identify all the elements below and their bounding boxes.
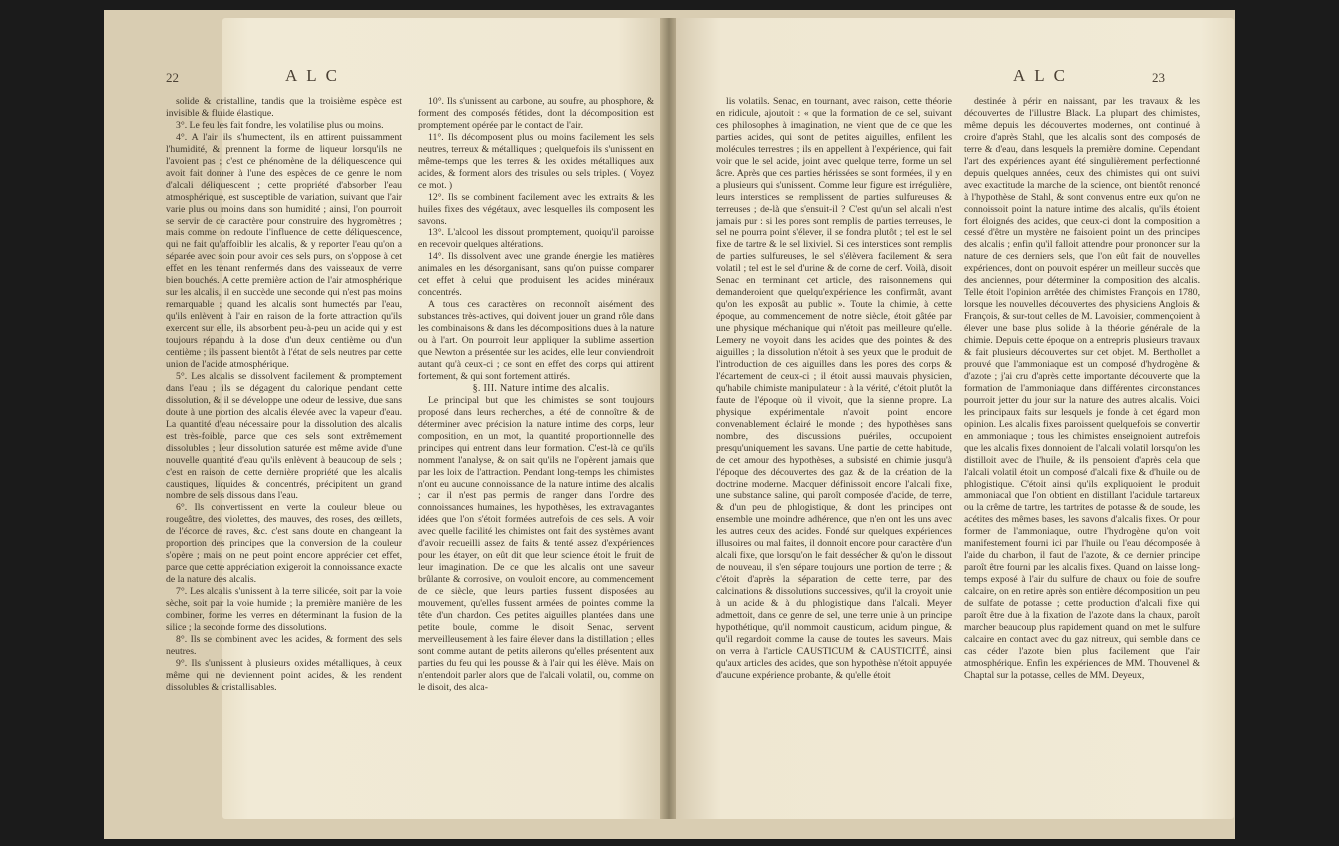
right-page-column-2: [964, 96, 1200, 832]
paragraph: 6°. Ils convertissent en verte la couleur bleue ou rougeâtre, des violettes, des mauves, des roses, des œillets, de l'écorce de raves, &c. c'est sans doute en changeant la proportion des principes que la conversion de la couleur s'opère ; mais on ne peut point encore apprécier cet effet, parce que cette appréciation exigeroit la connoissance exacte de la nature des alcalis.: [166, 502, 402, 586]
paragraph: 14°. Ils dissolvent avec une grande énergie les matières animales en les désorganisant, sans qu'on puisse comparer cet effet à celui que produisent les acides minéraux concentrés.: [418, 251, 654, 299]
paragraph: lis volatils. Senac, en tournant, avec raison, cette théorie en ridicule, ajoutoit : « que la formation de ce sel, suivant ces philosophes à imagination, ne vient que de ce que les parties acides, qui sont de petites aiguilles, enfilent les molécules terrestres ; ils en appellent à l'expérience, qui fait voir que le sel acide, joint avec quelque terre, forme un sel âcre. Après que ces parties hérissées se sont formées, il y en a plusieurs qui s'unissent. Comme leur figure est irrégulière, leurs interstices se remplissent de parties sulfureuses & terreuses ; de-là que s'ensuit-il ? C'est qu'un sel alcali n'est jamais pur : si les pores sont remplis de parties terreuses, le sel ne pourra point s'élever, il se fondra plutôt ; tel est le sel fixe de tartre & le sel lixiviel. Si ces interstices sont remplis de parties sulfureuses, le sel s'élèvera facilement & sera volatil ; tel est le sel d'urine & de corne de cerf. Voilà, disoit Senac en terminant cet article, des raisonnemens qui demanderoient que quelqu'expérience les confirmât, avant qu'on les exposât au public ». Toute la chimie, à cette époque, au commencement de notre siècle, étoit gâtée par une physique méchanique qui n'étoit pas meilleure qu'elle. Lemery ne voyoit dans les acides que des pointes & des aiguilles ; la dissolution n'étoit à ses yeux que le produit de l'introduction de ces aiguilles dans les pores des corps & l'écartement de ceux-ci ; il étoit aussi mauvais physicien, qu'habile chimiste manipulateur : à la vérité, c'étoit plutôt la faute de l'époque où il vivoit, que la sienne propre. La physique expérimentale n'avoit point encore convenablement éclairé le monde ; des hypothèses sans nombre, des discussions puériles, occupoient presqu'uniquement les savans. Une partie de cette habitude, de cet amour des hypothèses, a subsisté en chimie jusqu'à l'époque des découvertes des gaz & de la création de la doctrine moderne. Macquer définissoit encore l'alcali fixe, une substance saline, qui paroît composée d'acide, de terre, & d'un peu de phlogistique, & dont les principes ont ensemble une moindre adhérence, que n'en ont les uns avec les autres ceux des acides. Fondé sur quelques expériences illusoires ou mal faites, il donnoit encore pour caractère d'un alcali fixe, que lorsqu'on le fait dessécher & qu'on le dissout de nouveau, il s'en sépare toujours une portion de terre ; & c'étoit d'après la séparation de cette terre, par des calcinations & dissolutions successives, qu'il la croyoit unie à un acide & à du phlogistique dans l'alcali. Meyer admettoit, dans ce genre de sel, une terre unie à un principe hypothétique, qu'il nommoit causticum, acidum pingue, & qu'il regardoit comme la cause de toutes les saveurs. Mais on verra à l'article CAUSTICUM & CAUSTICITÉ, ainsi qu'aux articles des acides, que son hypothèse n'étoit appuyée d'aucune expérience probante, & qu'elle étoit: [716, 96, 952, 681]
paragraph: 13°. L'alcool les dissout promptement, quoiqu'il paroisse en recevoir quelques altérations.: [418, 227, 654, 251]
paragraph: 8°. Ils se combinent avec les acides, & forment des sels neutres.: [166, 633, 402, 657]
paragraph: 11°. Ils décomposent plus ou moins facilement les sels neutres, terreux & métalliques ; quelquefois ils s'unissent en même-temps que les terres & les oxides métalliques aux acides, & forment alors des trisules ou sels triples. ( Voyez ce mot. ): [418, 131, 654, 191]
right-page-column-1: [716, 96, 952, 832]
left-page-number: 22: [166, 70, 179, 85]
right-running-head: ALC: [1013, 66, 1074, 85]
paragraph: solide & cristalline, tandis que la troisième espèce est invisible & fluide élastique.: [166, 96, 402, 119]
paragraph: 5°. Les alcalis se dissolvent facilement & promptement dans l'eau ; ils se dégagent du calorique pendant cette dissolution, & il se développe une odeur de lessive, due sans doute à une portion des alcalis élevée avec la vapeur d'eau. La quantité d'eau nécessaire pour la dissolution des alcalis est très-foible, parce que ces sels sont extrêmement dissolubles ; leur dissolution saturée est même avide d'une nouvelle quantité d'eau qu'ils enlèvent à beaucoup de sels ; c'est en raison de cette dernière propriété que les alcalis caustiques, liquides & concentrés, précipitent un grand nombre de sels dissous dans l'eau.: [166, 370, 402, 502]
paragraph: 4°. A l'air ils s'humectent, ils en attirent puissamment l'humidité, & prennent la forme de liqueur lorsqu'ils ne l'avoient pas ; c'est ce phénomène de la déliquescence qui avoit fait donner à l'une des espèces de ce genre le nom d'alcali déliquescent ; cette propriété d'absorber l'eau atmosphérique, est susceptible de variation, suivant que l'air varie plus ou moins dans son humidité ; ainsi, l'on pourroit se servir de ce caractère pour construire des hygromètres ; mais comme on redoute l'influence de cette déliquescence, qui ne fait qu'affoiblir les alcalis, & y reporter l'eau qu'on a séparée avec soin pour avoir ces sels purs, on s'oppose à cet effet en les tenant renfermés dans des vaisseaux de verre bien bouchés. A cette première action de l'air atmosphérique sur les alcalis, il en succède une seconde qui n'est pas moins remarquable ; quand les alcalis sont humectés par l'eau, qu'ils enlèvent à l'air en raison de la forte attraction qu'ils exercent sur elle, ils absorbent peu-à-peu un acide qui y est toujours répandu à la dose d'un deux centième ou d'un centième ; ils passent bientôt à l'état de sels neutres par cette union de l'acide atmosphérique.: [166, 131, 402, 370]
left-page-column-1: [166, 96, 402, 832]
paragraph: 9°. Ils s'unissent à plusieurs oxides métalliques, à ceux même qui ne deviennent point acides, & les rendent dissolubles & cristallisables.: [166, 657, 402, 693]
paragraph: A tous ces caractères on reconnoît aisément des substances très-actives, qui doivent jouer un grand rôle dans les combinaisons & dans les décompositions dues à la nature ou à l'art. On pourroit leur appliquer la sublime assertion que Newton a présentée sur les acides, elle leur conviendroit autant qu'à ceux-ci ; ce sont en effet des corps qui attirent fortement, & qui sont fortement attirés.: [418, 299, 654, 382]
paragraph: 3°. Le feu les fait fondre, les volatilise plus ou moins.: [176, 119, 384, 131]
paragraph: 7°. Les alcalis s'unissent à la terre silicée, soit par la voie sèche, soit par la voie humide ; la première manière de les combiner, forme les verres en déterminant la fusion de la silice ; la seconde forme des dissolutions.: [166, 586, 402, 633]
paragraph: 10°. Ils s'unissent au carbone, au soufre, au phosphore, & forment des composés fétides, dont la décomposition est promptement opérée par le contact de l'air.: [418, 96, 654, 131]
section-heading: §. III. Nature intime des alcalis.: [472, 382, 610, 394]
right-page-number: 23: [1152, 70, 1165, 85]
paragraph: Le principal but que les chimistes se sont toujours proposé dans leurs recherches, a été de connoître & de déterminer avec précision la nature intime des corps, leur composition, en un mot, la quantité proportionnelle des principes qui entrent dans leur formation. C'est-là ce qu'ils nomment l'analyse, & on sait qu'ils ne l'opèrent jamais que par les loix de l'attraction. Pendant long-temps les chimistes n'ont eu aucune connoissance de la nature intime des alcalis ; car il n'est pas permis de ranger dans l'ordre des connoissances humaines, les hypothèses, les extravagantes idées que l'on s'étoit formées autrefois de ces sels. A voir avec quelle facilité les chimistes ont fait des systèmes avant d'avoir recueilli assez de faits & tenté assez d'expériences pour les étayer, on eût dit que leur science étoit le fruit de leur imagination. De ce que les alcalis ont une saveur brûlante & corrosive, on vouloit encore, au commencement de ce siècle, que leurs parties fussent disposées au mouvement, qu'elles fussent armées de pointes comme la tête d'un chardon. Ces petites aiguilles plantées dans une petite boule, comme le disoit Senac, servent merveilleusement à les faire élever dans la distillation ; elles sont comme autant de petits ailerons qu'elles présentent aux parties du feu qui les pousse & à l'air qui les élève. Mais on n'entendoit parler alors que de l'alcali volatil, ou, comme on le disoit, des alca-: [418, 394, 654, 693]
paragraph: 12°. Ils se combinent facilement avec les extraits & les huiles fixes des végétaux, avec lesquelles ils composent les savons.: [418, 191, 654, 227]
left-running-head: ALC: [285, 66, 346, 85]
left-page-column-2: [418, 96, 654, 832]
paragraph: destinée à périr en naissant, par les travaux & les découvertes de l'illustre Black. La plupart des chimistes, même depuis les découvertes modernes, ont continué à croire d'après Stahl, que les alcalis sont des composés de terre & d'eau, dans lesquels la première domine. Cependant l'art des expériences ayant été singulièrement perfectionné depuis quelques années, ceux des chimistes qui ont suivi avec exactitude la marche de la science, ont bientôt renoncé à l'hypothèse de Stahl, & sont convenus entre eux qu'on ne connoissoit point la nature intime des alcalis, qu'ils étoient fort éloignés des acides, que ceux-ci dont la composition a cessé d'être un mystère ne faisoient point un des principes des alcalis ; enfin qu'il falloit attendre pour prononcer sur la nature de ces derniers sels, que l'on eût fait de nouvelles expériences, dont on pouvoit espérer un meilleur succès que des anciennes, pour déterminer la composition des alcalis. Telle étoit l'opinion arrêtée des chimistes François en 1780, lorsque les nouvelles découvertes des physiciens Anglois & François, & sur-tout celles de M. Lavoisier, commençoient à élever une base plus solide à la théorie générale de la chimie. Depuis cette époque on a entrepris plusieurs travaux & fait plusieurs découvertes sur cet objet. M. Berthollet a prouvé que l'ammoniaque est un composé d'hydrogène & d'azote ; j'ai cru d'après cette importante découverte que la formation de l'ammoniaque dans différentes circonstances pourroit jetter du jour sur la nature des autres alcalis. Voici les principaux faits sur lesquels je fonde à cet égard mon opinion. Les alcalis fixes paroissent quelquefois se convertir en ammoniaque ; tous les chimistes enseignoient autrefois que les alcalis fixes donnoient de l'alcali volatil lorsqu'on les distilloit avec de l'huile, & ils pensoient d'après cela que l'alcali volatil étoit un composé d'alcali fixe & d'huile ou de phlogistique. C'étoit ainsi qu'ils expliquoient le produit ammoniacal que l'on obtient en distillant l'acidule tartareux ou la crême de tartre, les tartrites de potasse & de soude, les acétites des mêmes bases, les savons d'alcalis fixes. Or pour former de l'ammoniaque, outre l'hydrogène qu'on voit manifestement fourni ici par l'huile ou l'eau décomposée à l'aide du charbon, il faut de l'azote, & ce dernier principe paroît être fourni par les alcalis fixes. Quand on laisse long-temps exposé à l'air du sulfure de chaux ou foie de soufre calcaire, on en retire après son entière décomposition un peu de sulfate de potasse ; cette production d'alcali fixe qui paroît être due à la fixation de l'azote dans la chaux, paroît marcher beaucoup plus rapidement quand on met le sulfure calcaire en contact avec du gaz nitreux, qui semble dans ce cas céder l'azote bien plus facilement que l'air atmosphérique. Enfin les expériences de MM. Thouvenel & Chaptal sur la potasse, celles de MM. Deyeux,: [964, 96, 1200, 681]
